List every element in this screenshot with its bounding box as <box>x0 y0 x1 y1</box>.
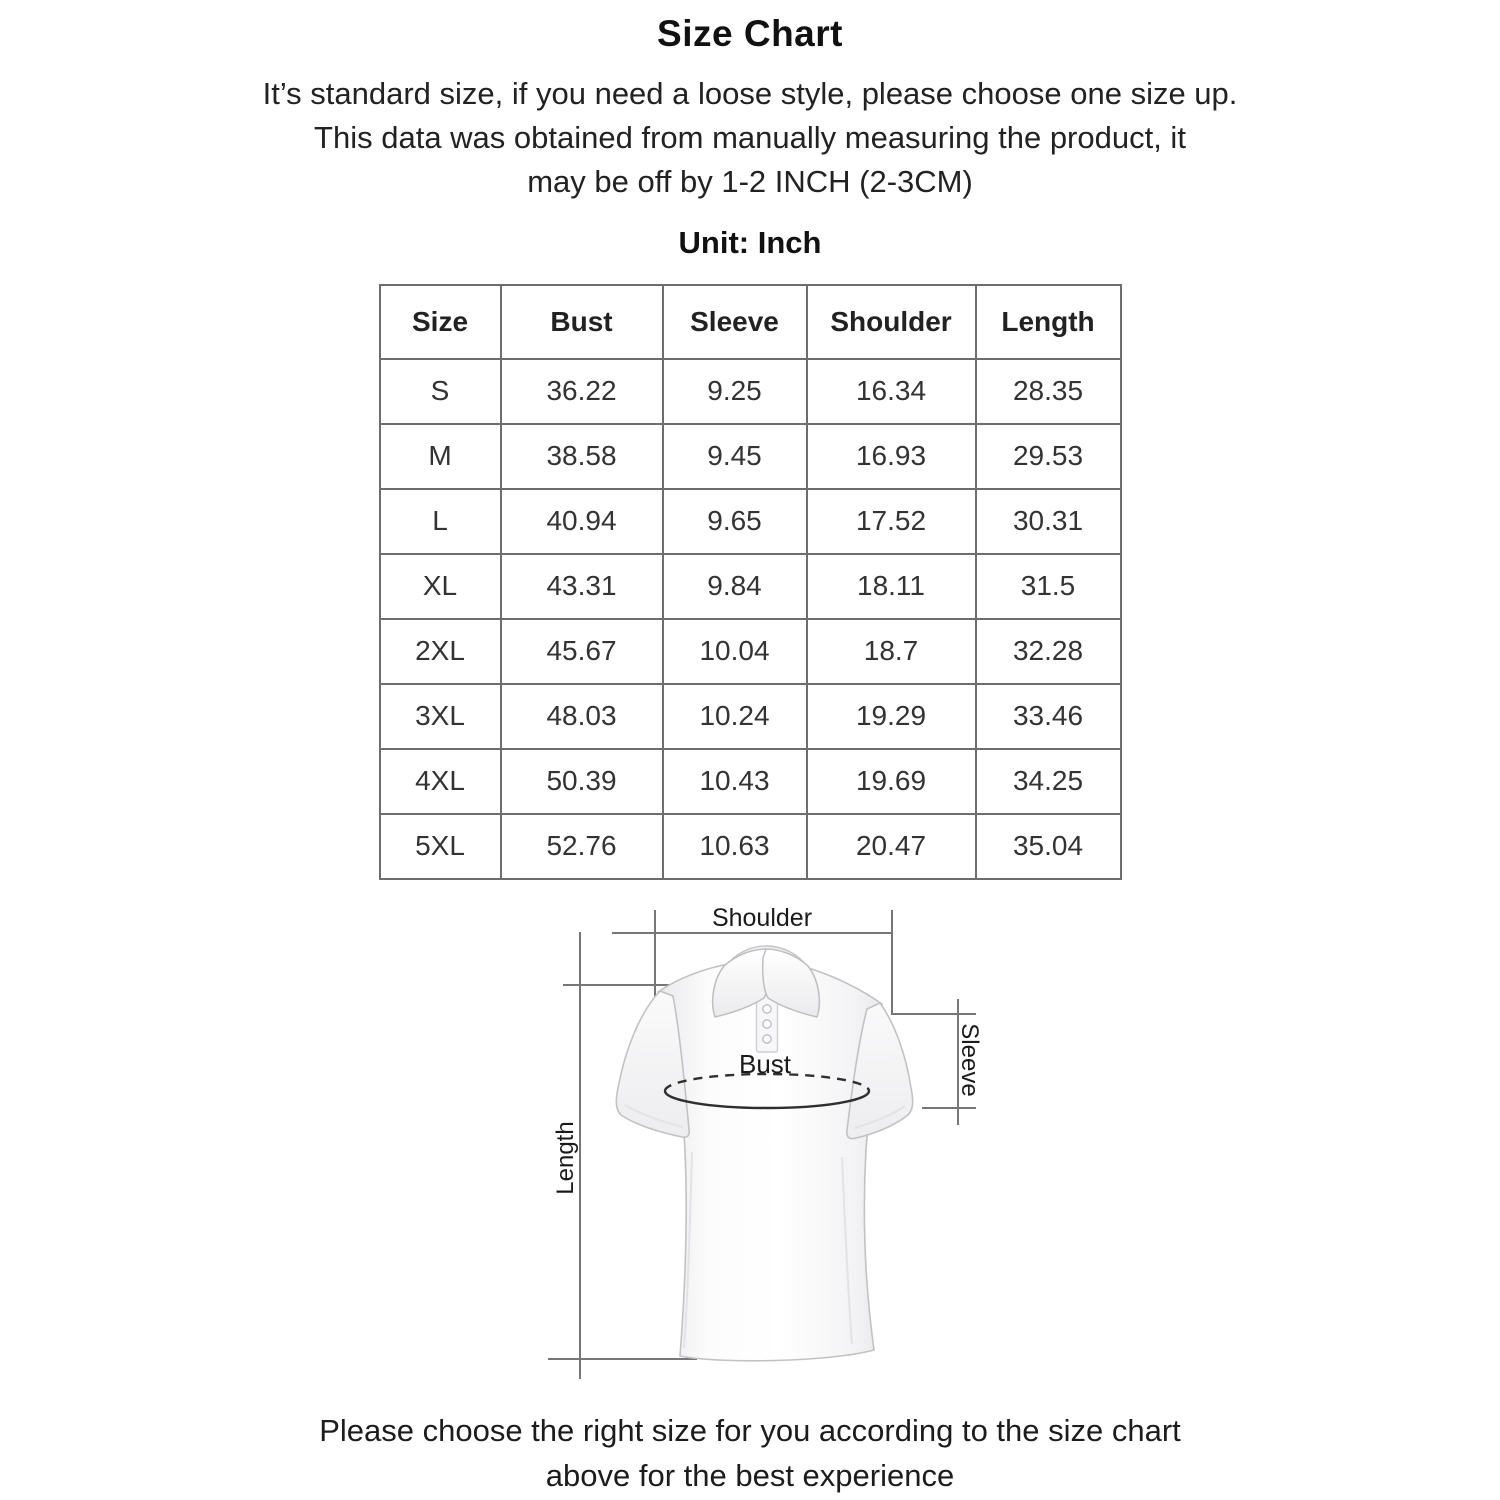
cell-sleeve: 10.04 <box>663 619 807 684</box>
cell-shoulder: 17.52 <box>807 489 976 554</box>
cell-size: 2XL <box>380 619 501 684</box>
shoulder-label: Shoulder <box>711 903 813 932</box>
size-note <box>0 72 1500 204</box>
column-header-size: Size <box>380 285 501 359</box>
cell-sleeve: 9.65 <box>663 489 807 554</box>
cell-sleeve: 10.63 <box>663 814 807 879</box>
shirt-buttons <box>763 1004 771 1042</box>
cell-bust: 48.03 <box>501 684 663 749</box>
length-label: Length <box>552 1120 579 1195</box>
table-header-row <box>380 285 1121 359</box>
table-row <box>380 424 1121 489</box>
cell-size: 4XL <box>380 749 501 814</box>
cell-bust: 45.67 <box>501 619 663 684</box>
cell-shoulder: 19.69 <box>807 749 976 814</box>
size-note-line: may be off by 1-2 INCH (2-3CM) <box>527 164 973 200</box>
cell-bust: 40.94 <box>501 489 663 554</box>
cell-sleeve: 9.84 <box>663 554 807 619</box>
table-row <box>380 749 1121 814</box>
table-row <box>380 489 1121 554</box>
cell-size: L <box>380 489 501 554</box>
page-title: Size Chart <box>657 13 843 54</box>
table-row <box>380 554 1121 619</box>
cell-size: 3XL <box>380 684 501 749</box>
cell-bust: 43.31 <box>501 554 663 619</box>
cell-shoulder: 18.7 <box>807 619 976 684</box>
cell-bust: 36.22 <box>501 359 663 424</box>
footer-note-line: above for the best experience <box>545 1457 955 1493</box>
cell-size: 5XL <box>380 814 501 879</box>
cell-sleeve: 9.25 <box>663 359 807 424</box>
size-note-line: It’s standard size, if you need a loose style, please choose one size up. <box>262 76 1238 112</box>
table-row <box>380 359 1121 424</box>
size-table <box>379 284 1122 880</box>
cell-length: 29.53 <box>976 424 1121 489</box>
cell-bust: 52.76 <box>501 814 663 879</box>
cell-size: M <box>380 424 501 489</box>
cell-size: XL <box>380 554 501 619</box>
cell-shoulder: 16.34 <box>807 359 976 424</box>
cell-size: S <box>380 359 501 424</box>
table-row <box>380 684 1121 749</box>
cell-bust: 38.58 <box>501 424 663 489</box>
polo-shirt-graphic <box>616 946 912 1361</box>
measurement-diagram <box>530 892 1000 1392</box>
cell-sleeve: 9.45 <box>663 424 807 489</box>
cell-length: 32.28 <box>976 619 1121 684</box>
cell-length: 34.25 <box>976 749 1121 814</box>
cell-shoulder: 18.11 <box>807 554 976 619</box>
cell-bust: 50.39 <box>501 749 663 814</box>
table-row <box>380 619 1121 684</box>
cell-length: 30.31 <box>976 489 1121 554</box>
column-header-length: Length <box>976 285 1121 359</box>
cell-shoulder: 16.93 <box>807 424 976 489</box>
sleeve-label: Sleeve <box>956 1022 983 1097</box>
bust-label: Bust <box>738 1048 792 1079</box>
cell-shoulder: 20.47 <box>807 814 976 879</box>
cell-length: 33.46 <box>976 684 1121 749</box>
unit-label: Unit: Inch <box>678 225 822 261</box>
footer-note <box>0 1408 1500 1498</box>
cell-length: 35.04 <box>976 814 1121 879</box>
cell-sleeve: 10.43 <box>663 749 807 814</box>
cell-shoulder: 19.29 <box>807 684 976 749</box>
cell-sleeve: 10.24 <box>663 684 807 749</box>
column-header-shoulder: Shoulder <box>807 285 976 359</box>
cell-length: 28.35 <box>976 359 1121 424</box>
cell-length: 31.5 <box>976 554 1121 619</box>
size-note-line: This data was obtained from manually measuring the product, it <box>314 120 1186 156</box>
table-row <box>380 814 1121 879</box>
column-header-bust: Bust <box>501 285 663 359</box>
footer-note-line: Please choose the right size for you according to the size chart <box>319 1412 1181 1448</box>
column-header-sleeve: Sleeve <box>663 285 807 359</box>
